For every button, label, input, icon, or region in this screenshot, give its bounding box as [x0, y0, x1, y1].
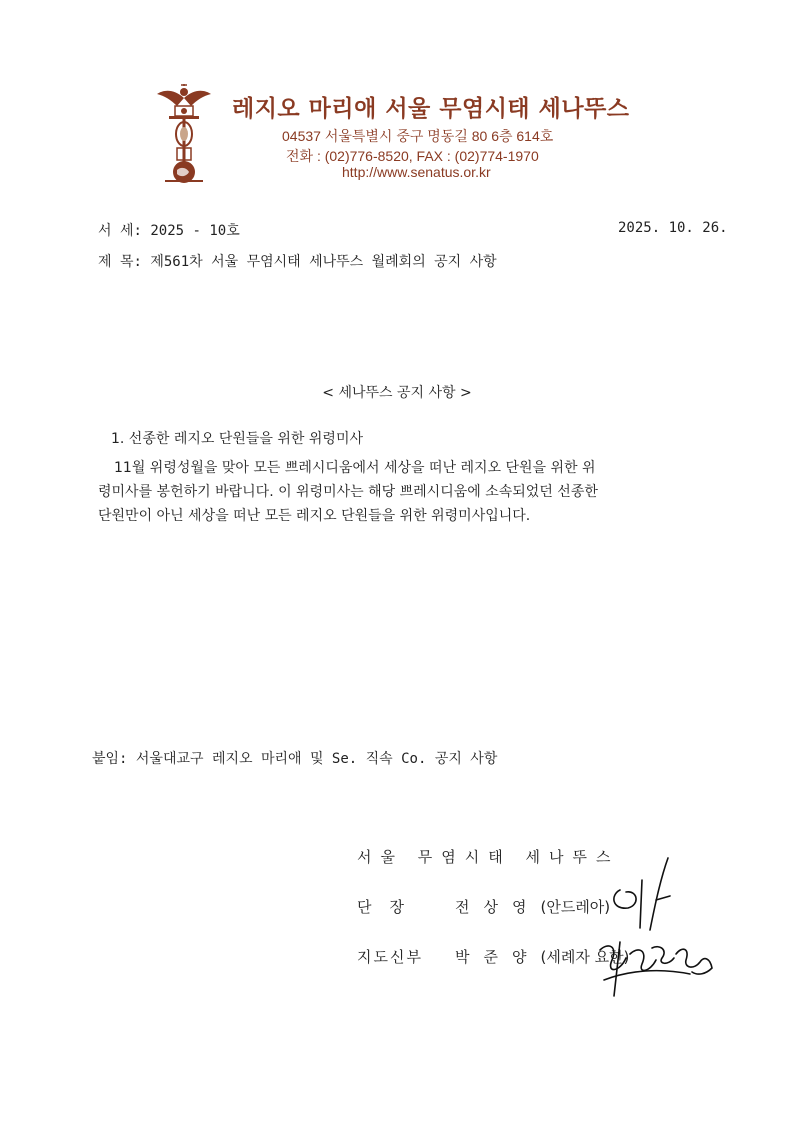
paragraph-line: 단원만이 아닌 세상을 떠난 모든 레지오 단원들을 위한 위령미사입니다.	[98, 508, 531, 524]
role-label: 지도신부	[357, 948, 423, 966]
person-name: 박준양	[455, 948, 541, 966]
document-number: 서 세: 2025 - 10호	[98, 223, 240, 239]
org-name: 레지오 마리애 서울 무염시태 세나뚜스	[232, 96, 630, 122]
person-name: 전상영	[455, 898, 541, 916]
notice-title: < 세나뚜스 공지 사항 >	[322, 385, 472, 401]
baptismal-name: (안드레아)	[540, 898, 611, 916]
document-subject: 제 목: 제561차 서울 무염시태 세나뚜스 월례회의 공지 사항	[98, 254, 497, 270]
paragraph-line: 령미사를 봉헌하기 바랍니다. 이 위령미사는 해당 쁘레시디움에 소속되었던 선종한	[98, 484, 598, 500]
handwritten-signature-icon	[590, 850, 720, 1004]
org-website-link[interactable]: http://www.senatus.or.kr	[342, 164, 491, 180]
signature-org: 서울 무염시태 세나뚜스	[357, 848, 620, 866]
signature-row-spiritual-director	[357, 946, 629, 967]
item-paragraph	[98, 456, 698, 528]
org-phone-fax: 전화 : (02)776-8520, FAX : (02)774-1970	[286, 148, 539, 164]
legion-logo-icon	[155, 84, 213, 190]
item-heading: 1. 선종한 레지오 단원들을 위한 위령미사	[111, 431, 363, 447]
baptismal-name: (세례자 요한)	[540, 948, 630, 966]
attachment-note: 붙임: 서울대교구 레지오 마리애 및 Se. 직속 Co. 공지 사항	[92, 751, 498, 767]
role-label: 단장	[357, 898, 422, 916]
paragraph-line: 11월 위령성월을 맞아 모든 쁘레시디움에서 세상을 떠난 레지오 단원을 위한 위	[114, 460, 596, 476]
document-date: 2025. 10. 26.	[618, 220, 728, 236]
signature-row-president	[357, 896, 610, 917]
org-address: 04537 서울특별시 중구 명동길 80 6층 614호	[282, 128, 554, 144]
